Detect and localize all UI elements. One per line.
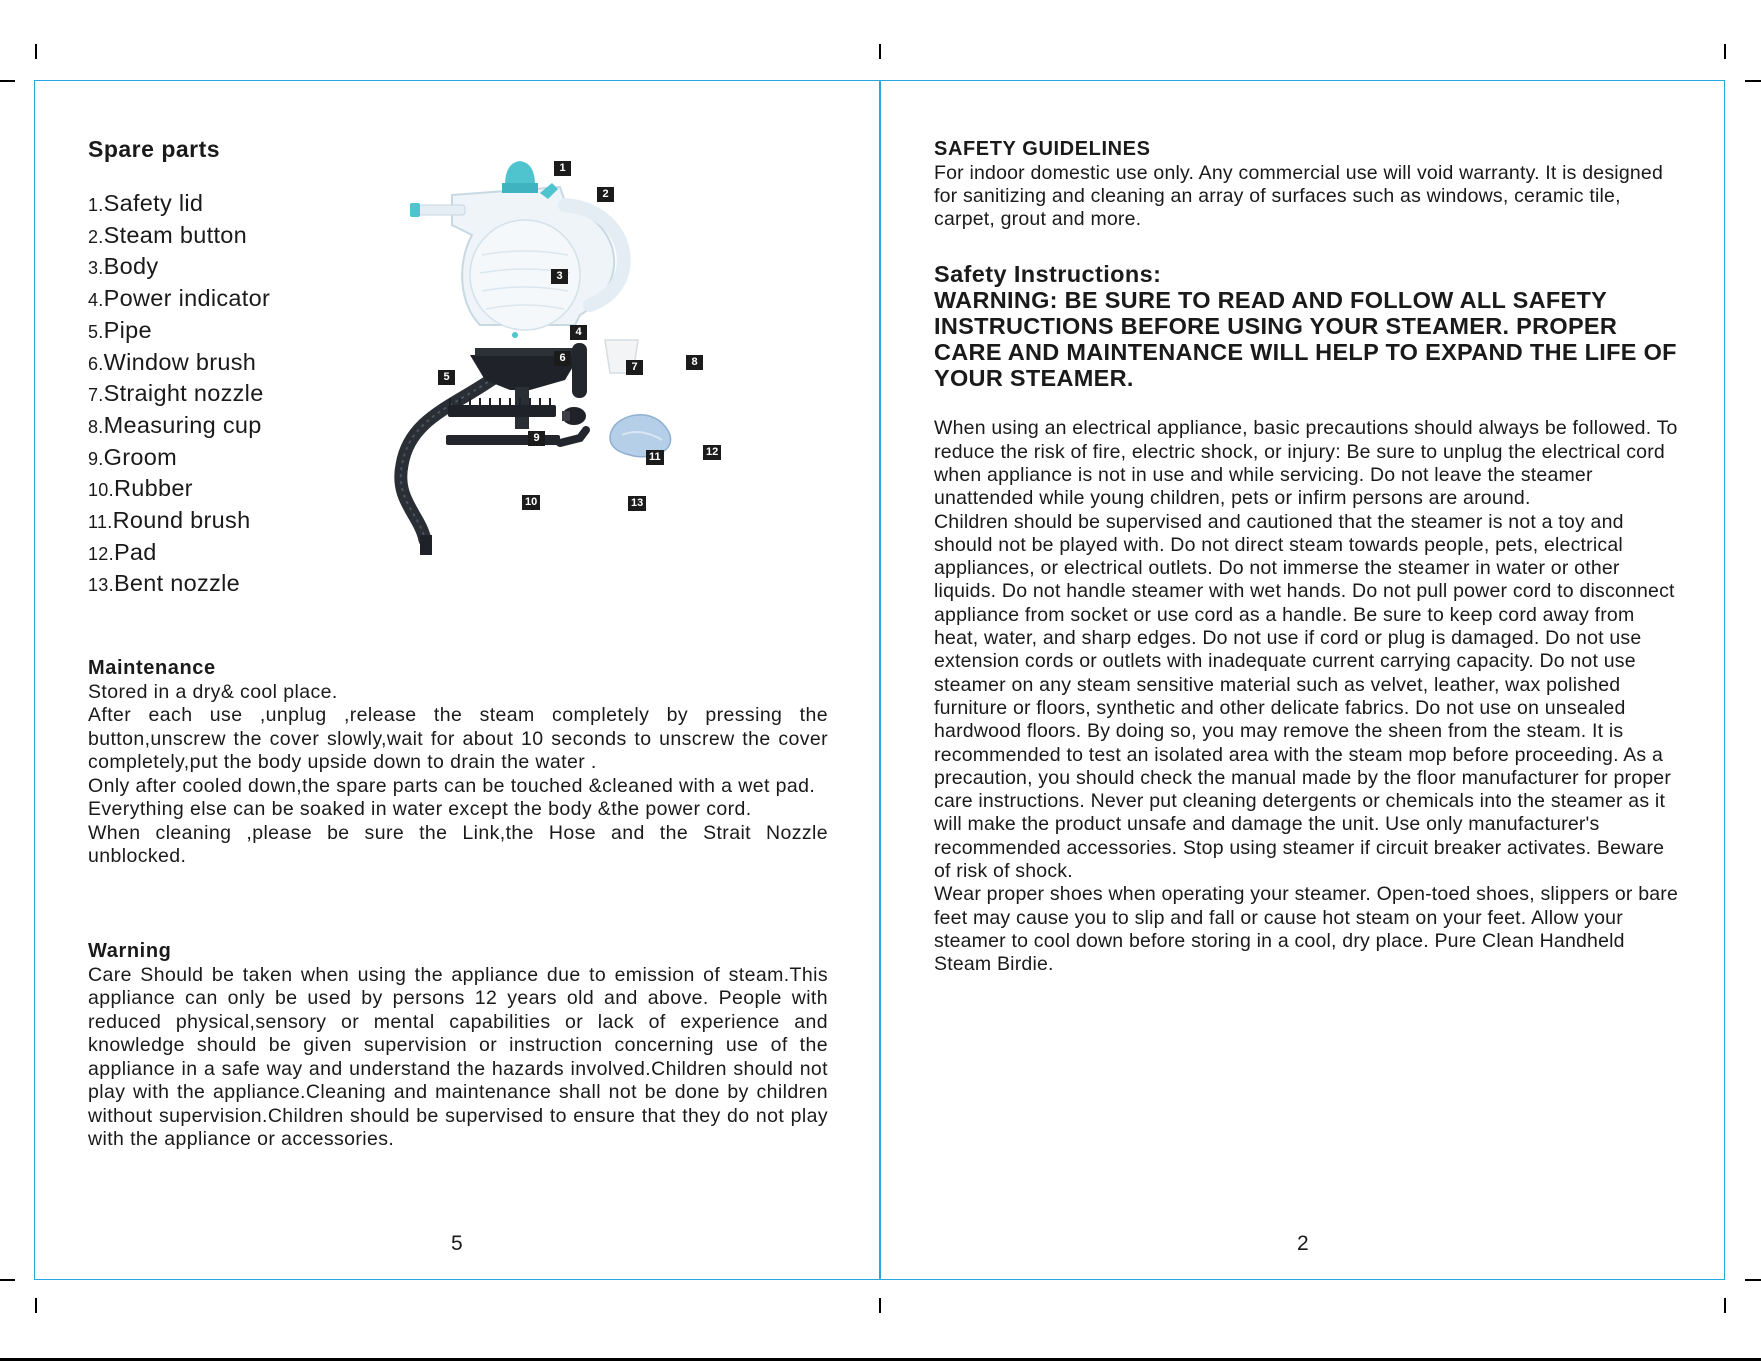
pipe-hose <box>401 370 505 540</box>
list-item: 1.Safety lid <box>88 190 204 216</box>
safety-section <box>934 138 1679 977</box>
list-item: 9.Groom <box>88 443 177 470</box>
steamer-illustration <box>390 155 770 555</box>
crop-mark <box>1745 1279 1761 1281</box>
safety-paragraph: When using an electrical appliance, basic precautions should always be followed. To reduce the risk of fire, electric shock, or injury: Be sure to unplug the electrical cord when appliance is not in use and while servicing. Do not leave the steamer unattended while young children, pets or infirm persons are around. <box>934 417 1678 510</box>
callout-label: 11 <box>646 450 664 465</box>
warning-section <box>88 940 828 1152</box>
callout-label: 6 <box>554 351 571 366</box>
callout-label: 10 <box>522 495 540 510</box>
straight-nozzle <box>572 343 587 398</box>
callout-label: 1 <box>554 161 571 176</box>
safety-paragraph: Wear proper shoes when operating your steamer. Open-toed shoes, slippers or bare feet may cause you to slip and fall or cause hot steam on your feet. Allow your steamer to cool down before storing in a cool, dry place. Pure Clean Handheld Steam Birdie. <box>934 883 1679 976</box>
crop-mark <box>35 44 37 59</box>
callout-label: 9 <box>528 431 545 446</box>
maintenance-text: Only after cooled down,the spare parts can be touched &cleaned with a wet pad. <box>88 774 816 797</box>
page-divider <box>879 80 881 1280</box>
callout-label: 13 <box>628 496 646 511</box>
safety-lid <box>505 161 535 185</box>
spare-parts-title: Spare parts <box>88 136 221 162</box>
list-item: 3.Body <box>88 253 159 280</box>
callout-label: 8 <box>686 355 703 370</box>
warning-text: Care Should be taken when using the appliance due to emission of steam.This appliance can only be used by persons 12 years old and above. People with reduced physical,sensory or mental capabilities or lack of experience and knowledge should be given supervision or instruction concerning use of the appliance in a safe way and understand the hazards involved.Children should not play with the appliance.Cleaning and maintenance shall not be done by children without supervision.Children should be supervised to ensure that they do not play with the appliance or accessories. <box>88 963 828 1150</box>
list-item: 10.Rubber <box>88 475 193 502</box>
bent-nozzle <box>560 430 586 443</box>
maintenance-text: After each use ,unplug ,release the steam completely by pressing the button,unscrew the cover slowly,wait for about 10 seconds to unscrew the cover completely,put the body upside down to drain the water . <box>88 704 828 773</box>
crop-mark <box>879 44 881 59</box>
maintenance-text: When cleaning ,please be sure the Link,the Hose and the Strait Nozzle unblocked. <box>88 821 828 867</box>
crop-mark <box>1724 44 1726 59</box>
crop-mark <box>879 1298 881 1313</box>
page-number: 5 <box>451 1232 463 1255</box>
steamer-parts-illustration <box>390 155 770 555</box>
maintenance-heading: Maintenance <box>88 657 216 679</box>
callout-label: 4 <box>570 325 587 340</box>
safety-guidelines-text: For indoor domestic use only. Any commercial use will void warranty. It is designed for sanitizing and cleaning an array of surfaces such as windows, ceramic tile, carpet, grout and more. <box>934 161 1664 231</box>
list-item: 8.Measuring cup <box>88 411 262 438</box>
crop-mark <box>35 1298 37 1313</box>
safety-paragraph: Children should be supervised and cautioned that the steamer is not a toy and should not be played with. Do not direct steam towards people, pets, electrical appliances, or electrical outlets. Do not immerse the steamer in water or other liquids. Do not handle steamer with wet hands. Do not pull power cord to disconnect appliance from socket or use cord as a handle. Be sure to keep cord away from heat, water, and sharp edges. Do not use if cord or plug is damaged. Do not use extension cords or outlets with inadequate current carrying capacity. Do not use steamer on any steam sensitive material such as velvet, leather, wax polished furniture or floors, synthetic and other delicate fabrics. Do not use on unsealed hardwood floors. By doing so, you may remove the sheen from the steam. It is recommended to test an isolated area with the steam mop before proceeding. As a precaution, you should check the manual made by the floor manufacturer for proper care instructions. Never put cleaning detergents or chemicals into the steamer as it will make the product unsafe and damage the unit. Use only manufacturer's recommended accessories. Stop using steamer if circuit breaker activates. Beware of risk of shock. <box>934 510 1675 883</box>
list-item: 12.Pad <box>88 538 157 565</box>
maintenance-text: Everything else can be soaked in water except the body &the power cord. <box>88 798 752 820</box>
maintenance-section <box>88 657 828 869</box>
safety-guidelines-heading: SAFETY GUIDELINES <box>934 138 1151 160</box>
list-item: 5.Pipe <box>88 316 152 343</box>
callout-label: 2 <box>597 187 614 202</box>
power-indicator <box>512 332 518 338</box>
list-item: 11.Round brush <box>88 507 251 534</box>
warning-caps-text: WARNING: BE SURE TO READ AND FOLLOW ALL SAFETY INSTRUCTIONS BEFORE USING YOUR STEAMER. PROPER CARE AND MAINTENANCE WILL HELP TO EXPAND THE LIFE OF YOUR STEAMER. <box>934 287 1677 392</box>
crop-mark <box>0 80 15 82</box>
list-item: 7.Straight nozzle <box>88 380 264 407</box>
maintenance-text: Stored in a dry& cool place. <box>88 680 338 703</box>
list-item: 2.Steam button <box>88 221 248 248</box>
list-item: 6.Window brush <box>88 348 257 375</box>
list-item: 13.Bent nozzle <box>88 570 241 597</box>
page-number: 2 <box>1297 1232 1309 1255</box>
callout-label: 12 <box>703 445 721 460</box>
callout-label: 3 <box>551 269 568 284</box>
callout-label: 5 <box>438 370 455 385</box>
list-item: 4.Power indicator <box>88 285 271 312</box>
crop-mark <box>1724 1298 1726 1313</box>
warning-heading: Warning <box>88 940 172 962</box>
crop-mark <box>1745 80 1761 82</box>
groom-brush <box>448 405 556 417</box>
safety-instructions-heading: Safety Instructions: <box>934 261 1162 288</box>
crop-mark <box>0 1279 15 1281</box>
callout-label: 7 <box>626 360 643 375</box>
